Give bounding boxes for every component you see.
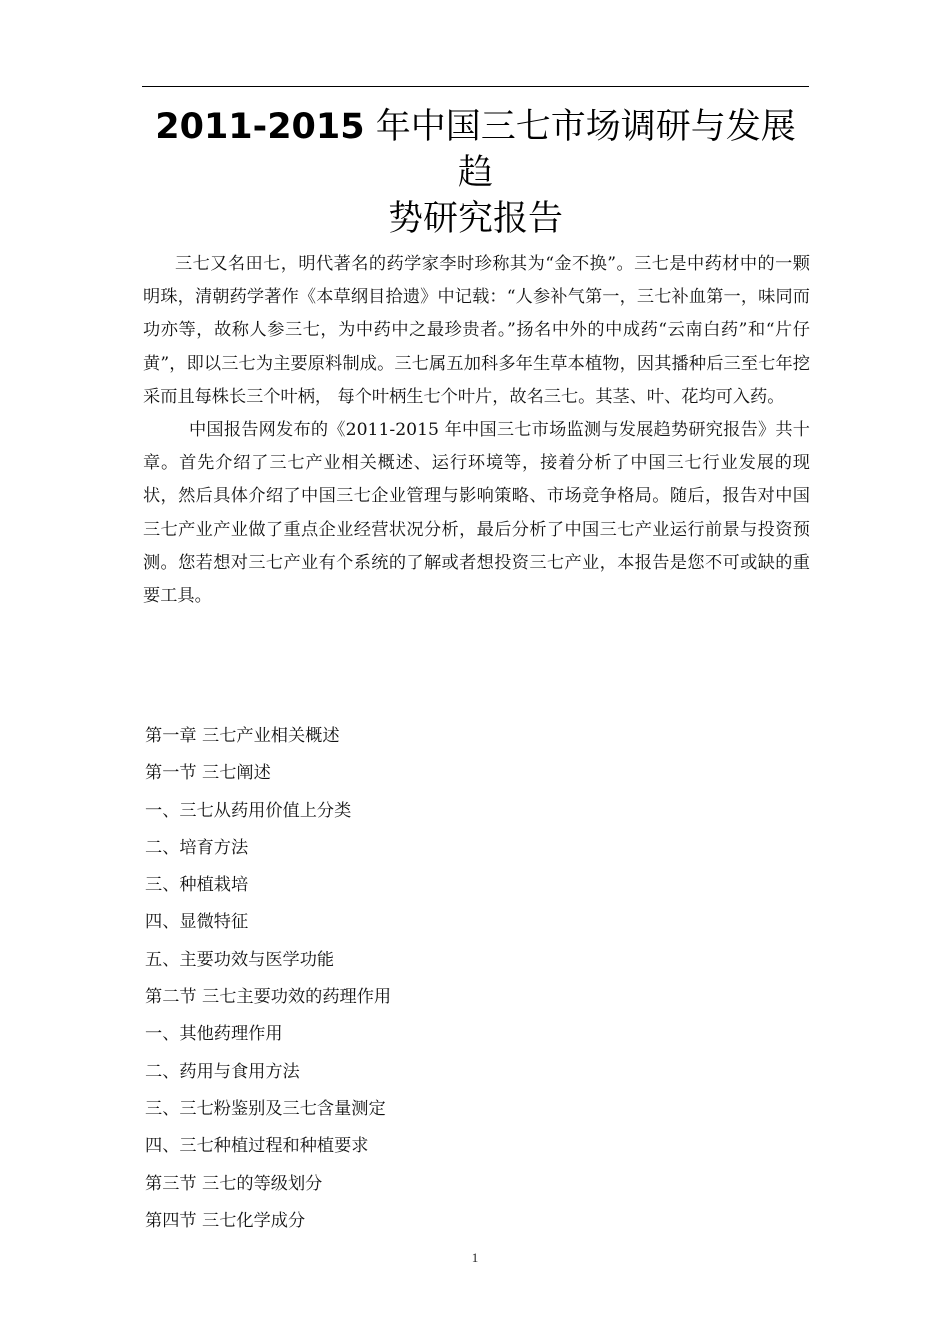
- toc-item: 第一节 三七阐述: [145, 763, 271, 784]
- intro-paragraph-1: 三七又名田七，明代著名的药学家李时珍称其为“金不换”。三七是中药材中的一颗明珠，清朝药学著作《本草纲目拾遗》中记载：“人参补气第一，三七补血第一，味同而功亦等，故称人参三七，为中药中之最珍贵者。”扬名中外的中成药“云南白药”和“片仔黄”，即以三七为主要原料制成。三七属五加科多年生草本植物，因其播种后三至七年挖采而且每株长三个叶柄， 每个叶柄生七个叶片，故名三七。其茎、叶、花均可入药。: [143, 254, 810, 407]
- toc-item: 第三节 三七的等级划分: [145, 1173, 323, 1194]
- title-line1: 年中国三七市场调研与发展趋: [364, 107, 796, 193]
- intro-section: [143, 248, 810, 613]
- toc-item: 二、药用与食用方法: [145, 1061, 300, 1082]
- header-rule: [142, 86, 809, 87]
- toc-item: 第二节 三七主要功效的药理作用: [145, 987, 392, 1008]
- toc-item: 第一章 三七产业相关概述: [145, 726, 340, 746]
- title-year-range: 2011-2015: [155, 107, 365, 147]
- toc-item: 三、三七粉鉴别及三七含量测定: [145, 1098, 386, 1119]
- page-number: 1: [471, 1250, 479, 1265]
- toc-item: 四、显微特征: [145, 912, 249, 933]
- table-of-contents: [145, 718, 805, 1240]
- intro-paragraph-2: 中国报告网发布的《2011-2015 年中国三七市场监测与发展趋势研究报告》共十章。首先介绍了三七产业相关概述、运行环境等，接着分析了中国三七行业发展的现状，然后具体介绍了中国三七企业管理与影响策略、市场竞争格局。随后，报告对中国三七产业产业做了重点企业经营状况分析，最后分析了中国三七产业运行前景与投资预测。您若想对三七产业有个系统的了解或者想投资三七产业，本报告是您不可或缺的重要工具。: [143, 420, 810, 607]
- document-title: [142, 104, 809, 242]
- title-line2: 势研究报告: [387, 199, 563, 239]
- toc-item: 第四节 三七化学成分: [145, 1210, 306, 1231]
- toc-item: 二、培育方法: [145, 837, 249, 858]
- toc-item: 四、三七种植过程和种植要求: [145, 1136, 369, 1157]
- toc-item: 一、三七从药用价值上分类: [145, 800, 352, 821]
- toc-item: 五、主要功效与医学功能: [145, 949, 335, 970]
- toc-item: 一、其他药理作用: [145, 1024, 283, 1045]
- toc-item: 三、种植栽培: [145, 875, 249, 896]
